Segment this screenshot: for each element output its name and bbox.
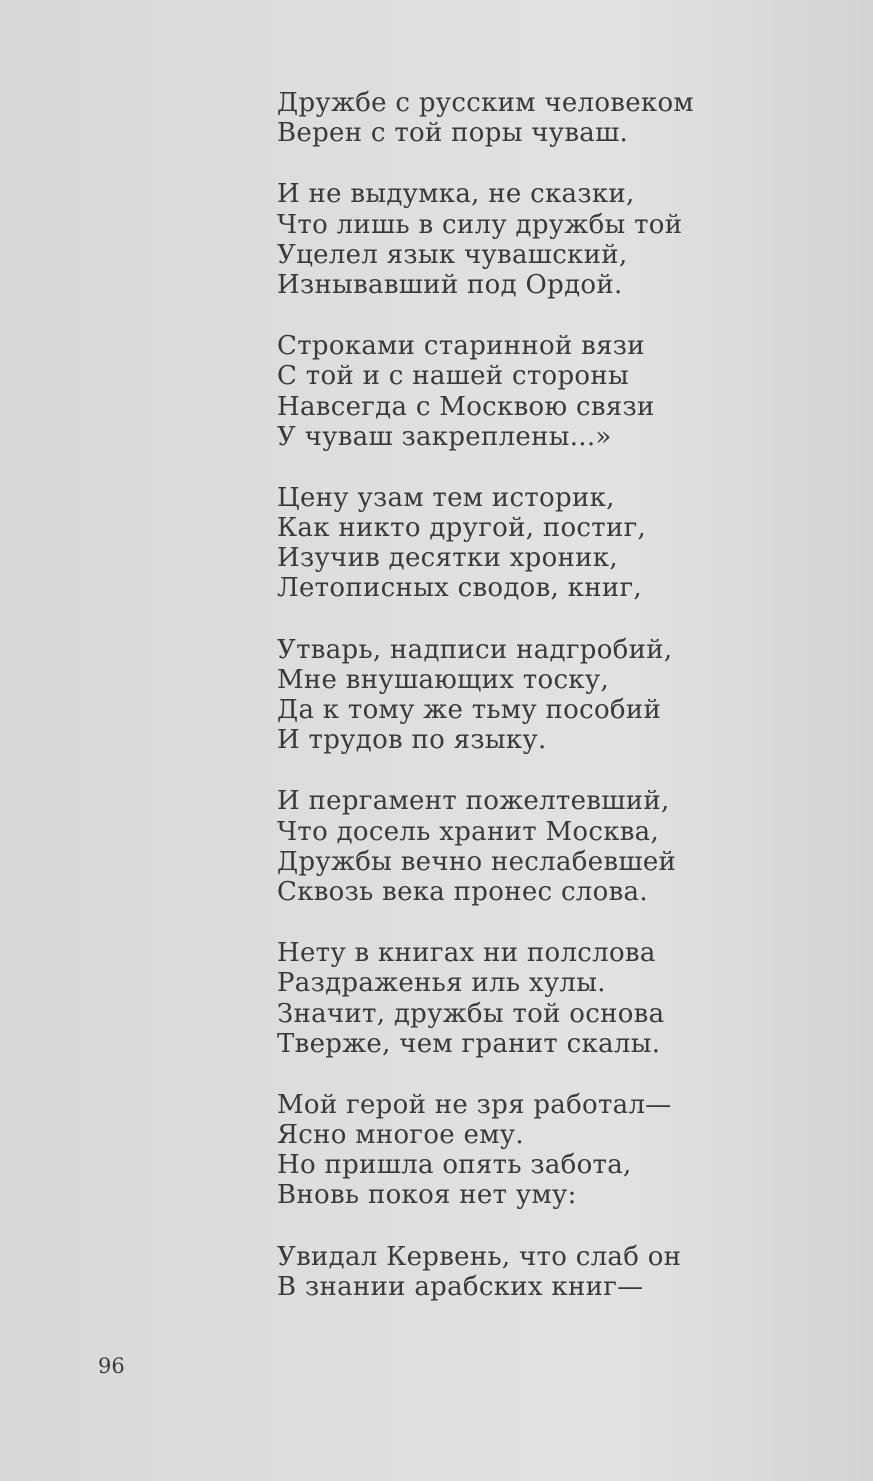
poem-line: Изучив десятки хроник, [277,543,618,574]
stanza [277,331,737,452]
poem-line: Мне внушающих тоску, [277,664,610,695]
poem-line: Что лишь в силу дружбы той [277,209,683,240]
poem-line: Дружбе с русским человеком [277,88,694,118]
stanza [277,483,737,604]
poem-line: Мой герой не зря работал— [277,1089,672,1120]
poem-line: Утварь, надписи надгробий, [277,634,673,665]
poem-line: Уцелел язык чувашский, [277,239,628,270]
poem-line: У чуваш закреплены...» [277,421,612,452]
poem-line: Нету в книгах ни полслова [277,938,656,969]
poem-line: Цену узам тем историк, [277,482,615,513]
poem-line: С той и с нашей стороны [277,361,630,392]
stanza [277,635,737,756]
page-number: 96 [98,1354,125,1378]
poem-line: Летописных сводов, книг, [277,573,642,604]
stanza [277,1090,737,1211]
poem-line: Ясно многое ему. [277,1120,524,1151]
stanza [277,1242,737,1302]
poem-line: Верен с той поры чуваш. [277,118,629,149]
poem-line: И пергамент пожелтевший, [277,786,670,817]
stanza [277,786,737,907]
stanza [277,938,737,1059]
poem-line: Навсегда с Москвою связи [277,391,655,422]
poem-line: Тверже, чем гранит скалы. [277,1028,661,1059]
poem-line: И трудов по языку. [277,725,547,756]
stanza [277,88,737,148]
poem-line: Изнывавший под Ордой. [277,269,623,300]
poem-line: Строками старинной вязи [277,331,645,362]
poem-text [277,88,737,1333]
poem-line: И не выдумка, не сказки, [277,179,635,210]
poem-line: Вновь покоя нет уму: [277,1180,577,1211]
poem-line: В знании арабских книг— [277,1271,644,1302]
poem-line: Раздраженья иль хулы. [277,968,606,999]
stanza [277,179,737,300]
poem-line: Да к тому же тьму пособий [277,695,662,725]
poem-line: Что досель хранит Москва, [277,816,660,847]
poem-line: Но пришла опять забота, [277,1150,632,1181]
poem-line: Дружбы вечно неслабевшей [277,846,677,877]
poem-line: Сквозь века пронес слова. [277,876,648,907]
poem-line: Значит, дружбы той основа [277,998,665,1029]
poem-line: Как никто другой, постиг, [277,513,647,544]
poem-line: Увидал Кервень, что слаб он [277,1241,682,1272]
